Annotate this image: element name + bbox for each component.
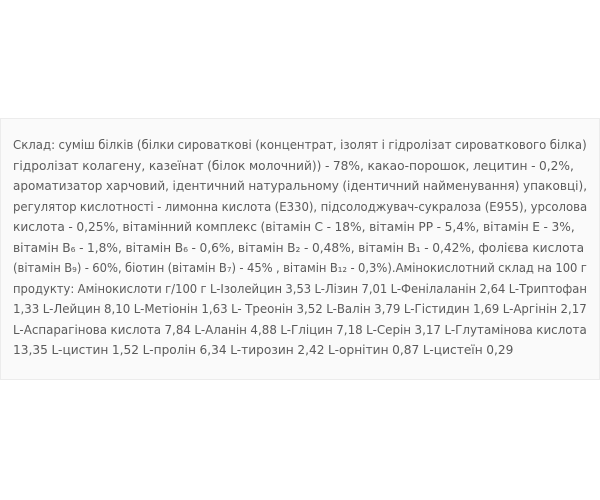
composition-text [13, 135, 587, 361]
composition-line: 1,33 L-Лейцин 8,10 L-Метіонін 1,63 L- Треонін 3,52 L-Валін 3,79 L-Гістидин 1,69 L-Аргінін 2,17 [13, 302, 587, 316]
composition-line: гідролізат колагену, казеїнат (білок молочний)) - 78%, какао-порошок, лецитин - 0,2%, [13, 158, 574, 173]
composition-line: Склад: суміш білків (білки сироваткові (концентрат, ізолят і гідролізат сироваткового білка) [13, 138, 587, 152]
composition-line: L-Аспарагінова кислота 7,84 L-Аланін 4,88 L-Гліцин 7,18 L-Серін 3,17 L-Глутамінова кислота [13, 322, 587, 337]
composition-line: вітамін B₆ - 1,8%, вітамін B₆ - 0,6%, вітамін B₂ - 0,48%, вітамін B₁ - 0,42%, фолієва кислота [13, 240, 585, 255]
composition-line: продукту: Амінокислоти г/100 г L-Ізолейцин 3,53 L-Лізин 7,01 L-Фенілаланін 2,64 L-Триптофан [13, 281, 587, 296]
composition-line: 13,35 L-цистин 1,52 L-пролін 6,34 L-тирозин 2,42 L-орнітин 0,87 L-цистеїн 0,29 [13, 343, 514, 357]
composition-line: регулятор кислотності - лимонна кислота (Е330), підсолоджувач-сукралоза (Е955), урсолова [13, 199, 588, 214]
composition-panel [0, 118, 600, 380]
composition-line: кислота - 0,25%, вітамінний комплекс (вітамін С - 18%, вітамін РР - 5,4%, вітамін Е - 3%, [13, 220, 575, 234]
composition-line: ароматизатор харчовий, ідентичний натуральному (ідентичний найменування) упаковці), [13, 179, 588, 193]
composition-line: (вітамін B₉) - 60%, біотин (вітамін B₇) - 45% , вітамін B₁₂ - 0,3%).Амінокислотний склад на 100 г [13, 261, 587, 275]
